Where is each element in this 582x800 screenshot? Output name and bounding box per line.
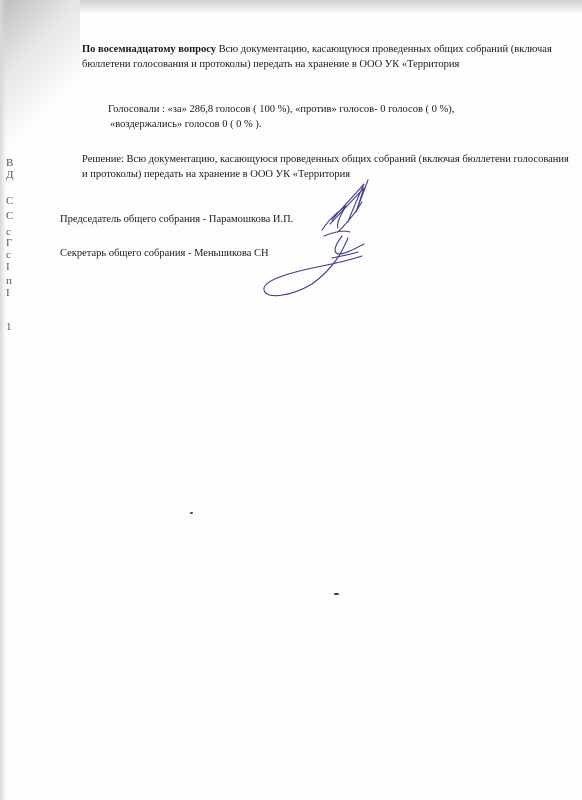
vote-results	[108, 102, 568, 132]
chair-signature-line: Председатель общего собрания - Парамошкова И.П.	[60, 214, 294, 225]
decision-paragraph: Решение: Всю документацию, касающуюся проведенных общих собраний (включая бюллетени голосования и протоколы) передать на хранение в ООО УК «Территория	[82, 154, 569, 180]
handwritten-signature	[252, 172, 392, 307]
secretary-signature-line: Секретарь общего собрания - Меньшикова СН	[60, 248, 269, 259]
scan-speck	[334, 593, 339, 595]
scan-corner-shadow	[0, 0, 80, 150]
edge-letter: п	[6, 275, 12, 287]
edge-letter: Г	[6, 237, 13, 249]
edge-letter: В	[6, 157, 14, 169]
edge-letter: с	[6, 249, 11, 261]
edge-letter: С	[6, 195, 14, 207]
edge-letter: С	[6, 210, 14, 222]
edge-letter: I	[6, 261, 10, 273]
question-paragraph	[82, 42, 572, 72]
question-text: Всю документацию, касающуюся проведенных общих собраний (включая бюллетени голосования и протоколы) передать на хранение в ООО УК «Территория	[82, 44, 552, 70]
edge-letter: 1	[6, 321, 12, 333]
question-lead: По восемнадцатому вопросу	[82, 44, 216, 55]
vote-line-2: «воздержались» голосов 0 ( 0 % ).	[110, 119, 262, 130]
edge-letter: Д	[6, 169, 14, 181]
edge-letter: с	[6, 226, 11, 238]
scan-speck	[190, 512, 193, 514]
scan-top-shadow	[0, 0, 582, 14]
scan-left-edge	[0, 0, 6, 800]
edge-letter: I	[6, 287, 10, 299]
vote-line-1: Голосовали : «за» 286,8 голосов ( 100 %), «против» голосов- 0 голосов ( 0 %),	[108, 104, 455, 115]
